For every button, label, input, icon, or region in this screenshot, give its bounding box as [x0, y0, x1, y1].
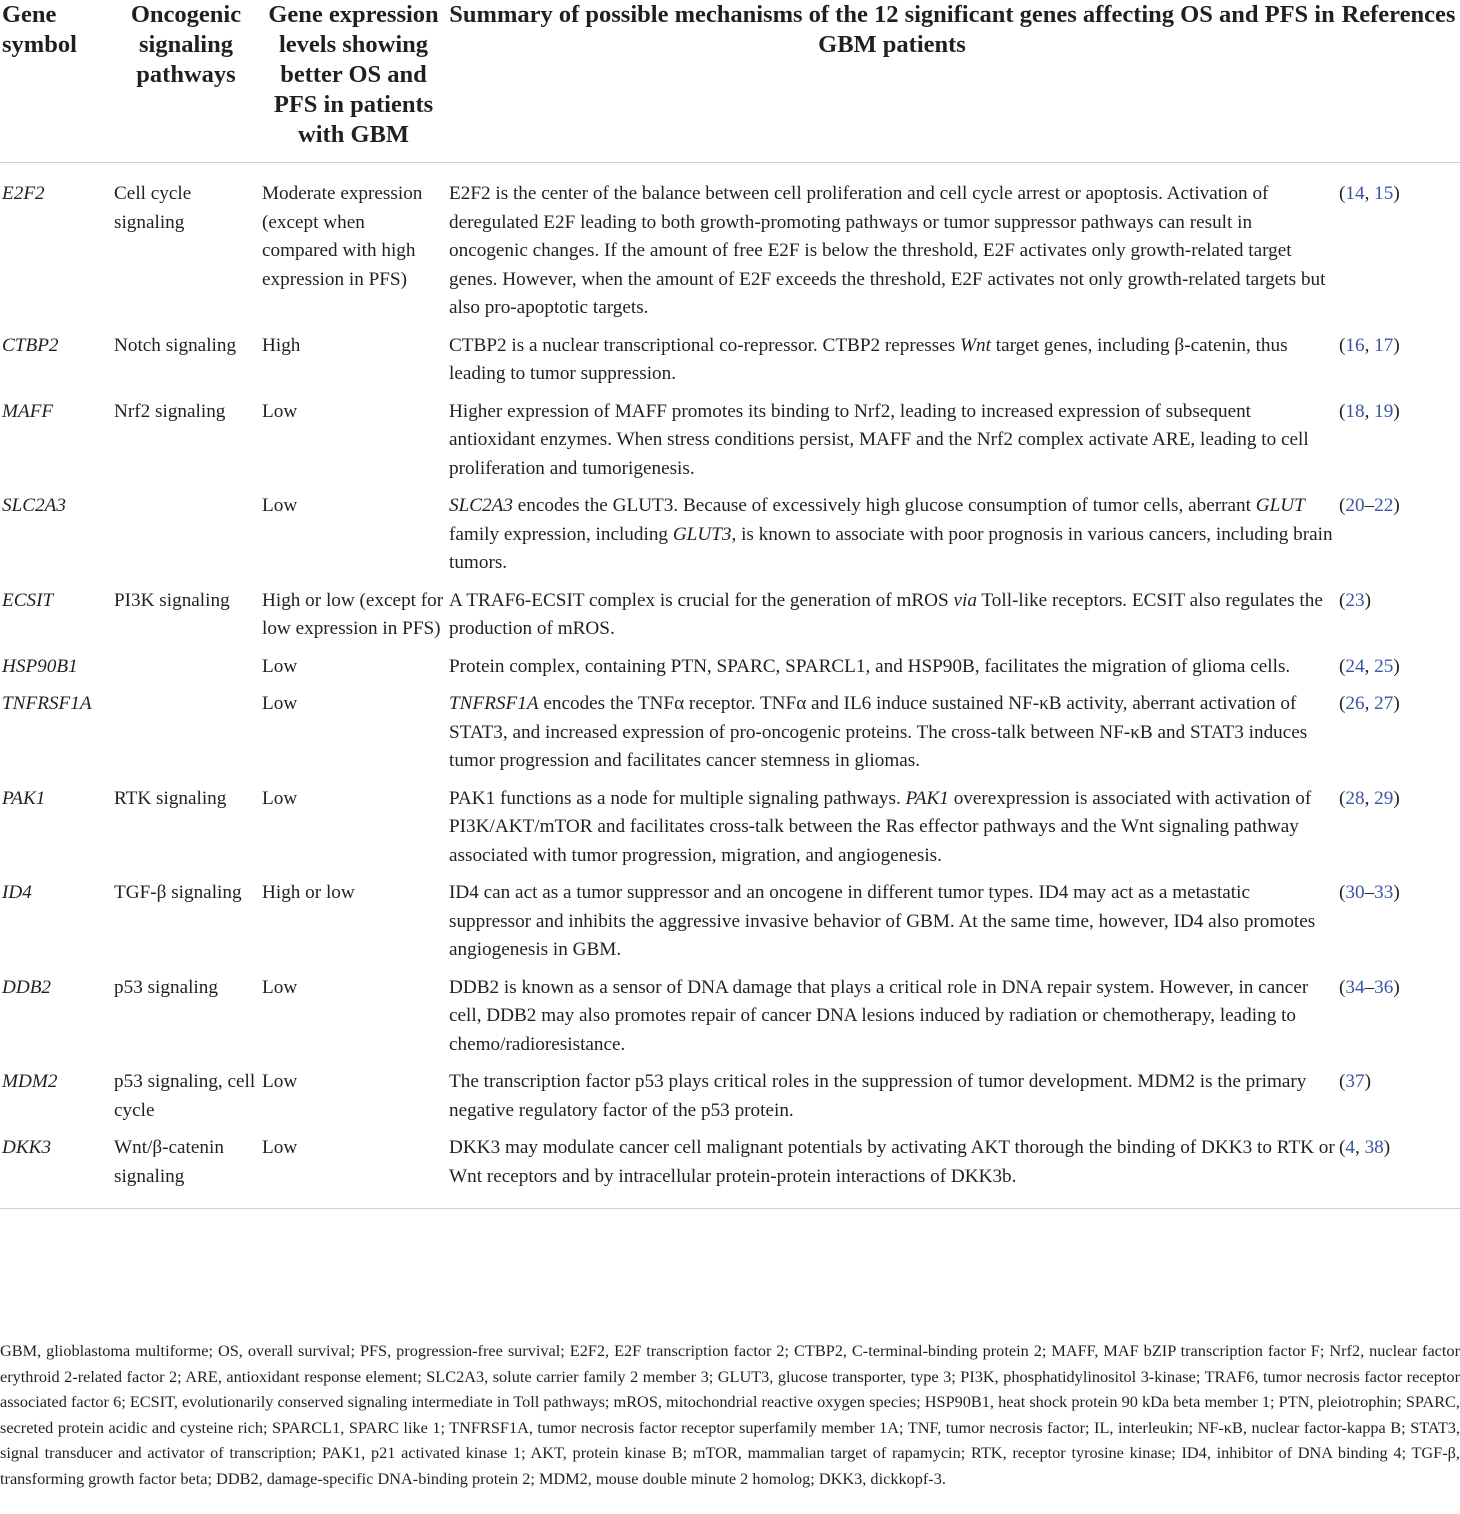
- summary-text: , is known to associate with poor prognosis in various cancers, including brain tumors.: [449, 523, 1333, 573]
- header-expression: Gene expression levels showing better OS and PFS in patients with GBM: [260, 0, 447, 163]
- reference-link[interactable]: 30: [1345, 882, 1365, 903]
- expression-cell: Moderate expression (except when compared with high expression in PFS): [262, 183, 423, 290]
- paren-open: (: [1339, 495, 1346, 516]
- gene-cell: HSP90B1: [2, 655, 78, 677]
- paren-open: (: [1339, 1137, 1346, 1158]
- paren-open: (: [1339, 183, 1346, 204]
- header-summary: Summary of possible mechanisms of the 12 significant genes affecting OS and PFS in GBM patients: [447, 0, 1337, 163]
- table-row: [0, 1068, 1460, 1134]
- paren-close: ): [1393, 334, 1400, 356]
- table-body: [0, 163, 1460, 1209]
- summary-italic: GLUT3: [672, 523, 732, 545]
- gene-cell: PAK1: [2, 787, 46, 809]
- summary-italic: via: [953, 589, 977, 611]
- table-row: [0, 587, 1460, 653]
- summary-italic: GLUT: [1255, 495, 1305, 516]
- header-row: [0, 0, 1460, 163]
- reference-link[interactable]: 17: [1374, 334, 1394, 356]
- summary-cell: [447, 587, 1337, 653]
- expression-cell: Low: [262, 1071, 298, 1092]
- references-cell: [1337, 1134, 1460, 1209]
- pathway-cell: Cell cycle signaling: [114, 183, 192, 233]
- summary-cell: [447, 492, 1337, 587]
- gene-cell: E2F2: [2, 183, 45, 204]
- paren-open: (: [1339, 693, 1346, 714]
- pathway-cell: p53 signaling, cell cycle: [114, 1071, 256, 1121]
- paren-close: ): [1393, 976, 1400, 998]
- ref-separator: ,: [1364, 693, 1375, 714]
- summary-cell: Protein complex, containing PTN, SPARC, SPARCL1, and HSP90B, facilitates the migration of glioma cells.: [449, 655, 1291, 677]
- paren-open: (: [1339, 787, 1346, 809]
- expression-cell: High or low: [262, 882, 355, 903]
- summary-text: encodes the TNFα receptor. TNFα and IL6 induce sustained NF-κB activity, aberrant activation of STAT3, and increased expression of pro-oncogenic proteins. The cross-talk between NF-κB and STAT3 induces tumor progression and facilitates cancer stemness in gliomas.: [449, 693, 1308, 771]
- expression-cell: Low: [262, 787, 298, 809]
- paren-close: ): [1393, 693, 1400, 714]
- pathway-cell: Wnt/β-catenin signaling: [112, 1134, 260, 1209]
- expression-cell: Low: [262, 655, 298, 677]
- table-row: [0, 1134, 1460, 1209]
- references-cell: [1337, 163, 1460, 332]
- gene-cell: TNFRSF1A: [2, 693, 92, 714]
- summary-text: Toll-like receptors. ECSIT also regulates the production of mROS.: [449, 589, 1323, 639]
- table-row: [0, 653, 1460, 691]
- table-row: [0, 974, 1460, 1069]
- paren-close: ): [1393, 787, 1400, 809]
- summary-text: target genes, including β-catenin, thus leading to tumor suppression.: [449, 334, 1288, 384]
- gene-cell: ID4: [2, 882, 32, 903]
- summary-cell: [447, 690, 1337, 785]
- pathway-cell: RTK signaling: [114, 787, 227, 809]
- paren-close: ): [1364, 589, 1371, 611]
- header-references: References: [1337, 0, 1460, 163]
- reference-link[interactable]: 33: [1374, 882, 1394, 903]
- summary-cell: Higher expression of MAFF promotes its binding to Nrf2, leading to increased expression of subsequent antioxidant enzymes. When stress conditions persist, MAFF and the Nrf2 complex activate ARE, leading to cell proliferation and tumorigenesis.: [449, 400, 1309, 479]
- expression-cell: High or low (except for low expression in PFS): [262, 589, 444, 639]
- reference-link[interactable]: 27: [1374, 693, 1394, 714]
- header-pathways: Oncogenic signaling pathways: [112, 0, 260, 163]
- gene-cell: MAFF: [2, 400, 54, 422]
- ref-separator: –: [1364, 882, 1375, 903]
- reference-link[interactable]: 37: [1345, 1071, 1365, 1092]
- gene-cell: CTBP2: [2, 334, 59, 356]
- references-cell: [1337, 587, 1460, 653]
- summary-text: PAK1 functions as a node for multiple signaling pathways.: [449, 787, 906, 809]
- reference-link[interactable]: 25: [1374, 655, 1394, 677]
- paren-open: (: [1339, 976, 1346, 998]
- summary-italic: SLC2A3: [449, 495, 513, 516]
- paren-open: (: [1339, 882, 1346, 903]
- gene-cell: ECSIT: [2, 589, 54, 611]
- summary-cell: DKK3 may modulate cancer cell malignant potentials by activating AKT thorough the binding of DKK3 to RTK or Wnt receptors and by intracellular protein-protein interactions of DKK3b.: [447, 1134, 1337, 1209]
- reference-link[interactable]: 4: [1345, 1137, 1355, 1158]
- paren-close: ): [1393, 882, 1400, 903]
- table-footnote: GBM, glioblastoma multiforme; OS, overall survival; PFS, progression-free survival; E2F2, E2F transcription factor 2; CTBP2, C-terminal-binding protein 2; MAFF, MAF bZIP transcription factor F; Nrf2, nuclear factor erythroid 2-related factor 2; ARE, antioxidant response element; SLC2A3, solute carrier family 2 member 3; GLUT3, glucose transporter, type 3; PI3K, phosphatidylinositol 3-kinase; TRAF6, tumor necrosis factor receptor associated factor 6; ECSIT, evolutionarily conserved signaling intermediate in Toll pathways; mROS, mitochondrial reactive oxygen species; HSP90B1, heat shock protein 90 kDa beta member 1; PTN, pleiotrophin; SPARC, secreted protein acidic and cysteine rich; SPARCL1, SPARC like 1; TNFRSF1A, tumor necrosis factor receptor superfamily member 1A; TNF, tumor necrosis factor; IL, interleukin; NF-κB, nuclear factor-kappa B; STAT3, signal transducer and activator of transcription; PAK1, p21 activated kinase 1; AKT, protein kinase B; mTOR, mammalian target of rapamycin; RTK, receptor tyrosine kinase; ID4, inhibitor of DNA binding 4; TGF-β, transforming growth factor beta; DDB2, damage-specific DNA-binding protein 2; MDM2, mouse double minute 2 homolog; DKK3, dickkopf-3.: [0, 1341, 1460, 1488]
- expression-cell: High: [262, 334, 301, 356]
- reference-link[interactable]: 22: [1374, 495, 1394, 516]
- ref-separator: ,: [1354, 1137, 1365, 1158]
- references-cell: [1337, 690, 1460, 785]
- header-gene-symbol: Gene symbol: [0, 0, 112, 163]
- paren-open: (: [1339, 655, 1346, 677]
- gene-cell: DKK3: [0, 1134, 112, 1209]
- ref-separator: ,: [1364, 655, 1375, 677]
- summary-cell: E2F2 is the center of the balance between cell proliferation and cell cycle arrest or apoptosis. Activation of deregulated E2F leading to both growth-promoting pathways or tumor suppressor pathways can result in oncogenic changes. If the amount of free E2F is below the threshold, E2F activates only growth-related target genes. However, when the amount of E2F exceeds the threshold, E2F activates not only growth-related targets but also pro-apoptotic targets.: [449, 183, 1326, 318]
- references-cell: [1337, 653, 1460, 691]
- expression-cell: Low: [262, 976, 298, 998]
- paren-open: (: [1339, 589, 1346, 611]
- summary-text: overexpression is associated with activation of PI3K/AKT/mTOR and facilitates cross-talk between the Ras effector pathways and the Wnt signaling pathway associated with tumor progression, migration, and angiogenesis.: [449, 787, 1312, 866]
- reference-link[interactable]: 15: [1374, 183, 1394, 204]
- reference-link[interactable]: 36: [1374, 976, 1394, 998]
- table-header: [0, 0, 1460, 163]
- summary-text: family expression, including: [449, 523, 673, 545]
- paren-close: ): [1383, 1137, 1391, 1158]
- pathway-cell: [112, 492, 260, 587]
- ref-separator: ,: [1364, 183, 1375, 204]
- references-cell: [1337, 879, 1460, 974]
- summary-text: A TRAF6-ECSIT complex is crucial for the generation of mROS: [449, 589, 954, 611]
- summary-cell: [447, 785, 1337, 880]
- pathway-cell: PI3K signaling: [114, 589, 230, 611]
- ref-separator: ,: [1364, 334, 1375, 356]
- gene-cell: DDB2: [2, 976, 52, 998]
- table-row: [0, 163, 1460, 332]
- reference-link[interactable]: 38: [1364, 1137, 1384, 1158]
- paren-close: ): [1393, 495, 1400, 516]
- reference-link[interactable]: 28: [1345, 787, 1365, 809]
- gene-cell: MDM2: [2, 1071, 58, 1092]
- gene-cell: SLC2A3: [2, 495, 66, 516]
- paren-open: (: [1339, 1071, 1346, 1092]
- references-cell: [1337, 332, 1460, 398]
- table-row: [0, 785, 1460, 880]
- table-row: [0, 492, 1460, 587]
- ref-separator: –: [1364, 976, 1375, 998]
- ref-separator: ,: [1364, 787, 1375, 809]
- reference-link[interactable]: 19: [1374, 400, 1394, 422]
- table-row: [0, 879, 1460, 974]
- reference-link[interactable]: 16: [1345, 334, 1365, 356]
- reference-link[interactable]: 34: [1345, 976, 1365, 998]
- pathway-cell: p53 signaling: [114, 976, 218, 998]
- paren-close: ): [1393, 655, 1400, 677]
- reference-link[interactable]: 20: [1345, 495, 1365, 516]
- summary-cell: [447, 332, 1337, 398]
- pathway-cell: TGF-β signaling: [114, 882, 242, 903]
- reference-link[interactable]: 14: [1345, 183, 1365, 204]
- ref-separator: –: [1364, 495, 1375, 516]
- references-cell: [1337, 1068, 1460, 1134]
- expression-cell: Low: [262, 693, 298, 714]
- pathway-cell: [112, 690, 260, 785]
- paren-close: ): [1364, 1071, 1371, 1092]
- summary-cell: ID4 can act as a tumor suppressor and an oncogene in different tumor types. ID4 may act as a metastatic suppressor and inhibits the aggressive invasive behavior of GBM. At the same time, however, ID4 also promotes angiogenesis in GBM.: [449, 882, 1316, 960]
- table-row: [0, 690, 1460, 785]
- pathway-cell: Nrf2 signaling: [114, 400, 226, 422]
- references-cell: [1337, 785, 1460, 880]
- summary-italic: TNFRSF1A: [449, 693, 539, 714]
- summary-cell: DDB2 is known as a sensor of DNA damage that plays a critical role in DNA repair system. However, in cancer cell, DDB2 may also promotes repair of cancer DNA lesions induced by radiation or chemotherapy, leading to chemo/radioresistance.: [449, 976, 1309, 1055]
- summary-text: CTBP2 is a nuclear transcriptional co-repressor. CTBP2 represses: [449, 334, 961, 356]
- reference-link[interactable]: 24: [1345, 655, 1365, 677]
- reference-link[interactable]: 26: [1345, 693, 1365, 714]
- pathway-cell: Notch signaling: [114, 334, 237, 356]
- reference-link[interactable]: 23: [1345, 589, 1365, 611]
- references-cell: [1337, 398, 1460, 493]
- summary-cell: The transcription factor p53 plays critical roles in the suppression of tumor development. MDM2 is the primary negative regulatory factor of the p53 protein.: [449, 1071, 1307, 1121]
- expression-cell: Low: [260, 1134, 447, 1209]
- pathway-cell: [112, 653, 260, 691]
- expression-cell: Low: [262, 400, 298, 422]
- reference-link[interactable]: 18: [1345, 400, 1365, 422]
- paren-close: ): [1393, 183, 1400, 204]
- paren-open: (: [1339, 334, 1346, 356]
- summary-text: encodes the GLUT3. Because of excessively high glucose consumption of tumor cells, aberrant: [512, 495, 1256, 516]
- references-cell: [1337, 974, 1460, 1069]
- ref-separator: ,: [1364, 400, 1375, 422]
- table-row: [0, 332, 1460, 398]
- expression-cell: Low: [262, 495, 298, 516]
- paren-close: ): [1393, 400, 1400, 422]
- table-row: [0, 398, 1460, 493]
- reference-link[interactable]: 29: [1374, 787, 1394, 809]
- references-cell: [1337, 492, 1460, 587]
- paren-open: (: [1339, 400, 1346, 422]
- summary-italic: Wnt: [960, 334, 991, 356]
- summary-italic: PAK1: [905, 787, 949, 809]
